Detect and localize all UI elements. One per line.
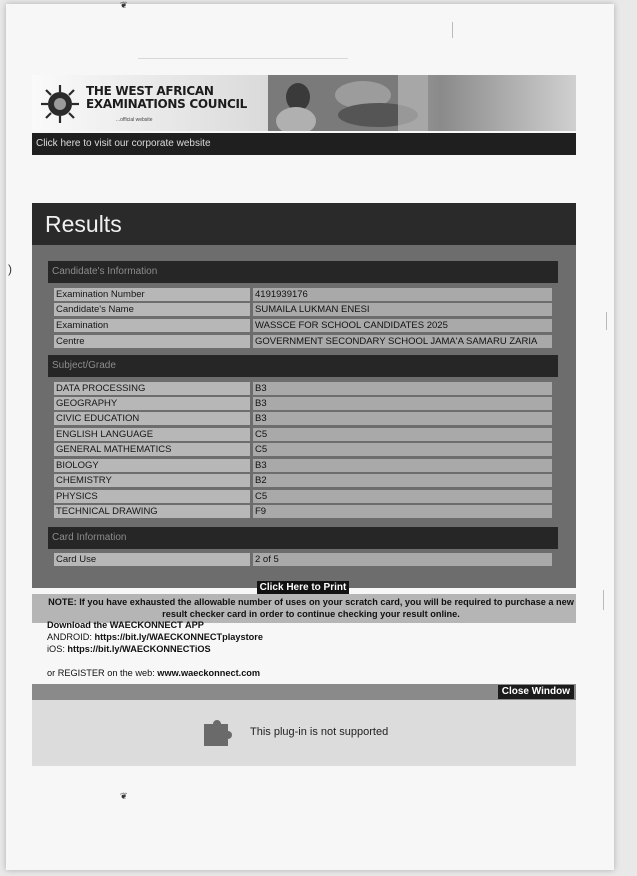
subject-grade: C5 [253,443,552,456]
subject-name: TECHNICAL DRAWING [54,505,250,518]
subject-name: GEOGRAPHY [54,397,250,410]
subject-grade: B3 [253,412,552,425]
field-value: GOVERNMENT SECONDARY SCHOOL JAMA'A SAMARU ZARIA [253,335,552,348]
scan-mark [606,312,607,330]
organization-name [86,85,247,111]
subject-grade: B3 [253,459,552,472]
subject-grade: B3 [253,382,552,395]
field-label: Card Use [54,553,250,566]
subject-name: PHYSICS [54,490,250,503]
candidate-row [54,288,552,301]
scan-mark: ❦ [120,791,128,801]
scan-mark: ❦ [120,0,128,10]
scan-mark: ) [8,262,12,276]
org-name-line1: THE WEST AFRICAN [86,84,214,98]
note-text: NOTE: If you have exhausted the allowable number of uses on your scratch card, you will be required to purchase a new result checker card in order to continue checking your result online. [48,597,574,619]
app-download-title: Download the WAECKONNECT APP [47,620,204,630]
field-value: 2 of 5 [253,553,552,566]
field-label: Candidate's Name [54,303,250,316]
subject-section-header: Subject/Grade [48,355,558,377]
card-section-header: Card Information [48,527,558,549]
subject-row [54,397,552,410]
org-tagline: ...official website [116,117,153,123]
subject-row [54,443,552,456]
subject-row [54,412,552,425]
waec-seal-icon [40,84,80,124]
divider [138,58,348,59]
ios-line [47,643,263,655]
subject-name: BIOLOGY [54,459,250,472]
subject-name: ENGLISH LANGUAGE [54,428,250,441]
corporate-website-link[interactable]: Click here to visit our corporate website [32,133,576,155]
subject-grade: F9 [253,505,552,518]
android-link[interactable]: https://bit.ly/WAECKONNECTplaystore [94,632,263,642]
subject-name: GENERAL MATHEMATICS [54,443,250,456]
subject-grade: C5 [253,490,552,503]
candidate-row [54,303,552,316]
plugin-message: This plug-in is not supported [250,726,389,738]
results-panel [32,203,576,588]
subject-grade: B2 [253,474,552,487]
subject-row [54,459,552,472]
close-window-button[interactable]: Close Window [498,685,574,699]
register-line [47,668,260,678]
site-header [32,75,576,131]
subject-grade: B3 [253,397,552,410]
puzzle-piece-icon [200,714,236,750]
subject-row [54,382,552,395]
scan-mark [452,22,453,38]
register-label: or REGISTER on the web: [47,668,158,678]
candidate-row [54,319,552,332]
field-label: Centre [54,335,250,348]
app-download-block [47,619,263,655]
card-row [54,553,552,566]
field-value: SUMAILA LUKMAN ENESI [253,303,552,316]
subject-name: DATA PROCESSING [54,382,250,395]
org-name-line2: EXAMINATIONS COUNCIL [86,97,247,111]
subject-name: CIVIC EDUCATION [54,412,250,425]
close-bar [32,684,576,700]
print-button[interactable]: Click Here to Print [257,581,349,594]
android-line [47,631,263,643]
field-label: Examination [54,319,250,332]
candidate-row [54,335,552,348]
ios-link[interactable]: https://bit.ly/WAECKONNECTiOS [67,644,211,654]
ios-label: iOS: [47,644,68,654]
banner-image [268,75,428,131]
subject-row [54,474,552,487]
subject-row [54,428,552,441]
subject-row [54,505,552,518]
plugin-placeholder [32,700,576,766]
android-label: ANDROID: [47,632,95,642]
field-value: WASSCE FOR SCHOOL CANDIDATES 2025 [253,319,552,332]
page-title: Results [32,203,576,245]
candidate-section-header: Candidate's Information [48,261,558,283]
subject-name: CHEMISTRY [54,474,250,487]
subject-grade: C5 [253,428,552,441]
field-value: 4191939176 [253,288,552,301]
register-link[interactable]: www.waeckonnect.com [157,668,261,678]
field-label: Examination Number [54,288,250,301]
scan-mark [603,590,604,610]
subject-row [54,490,552,503]
